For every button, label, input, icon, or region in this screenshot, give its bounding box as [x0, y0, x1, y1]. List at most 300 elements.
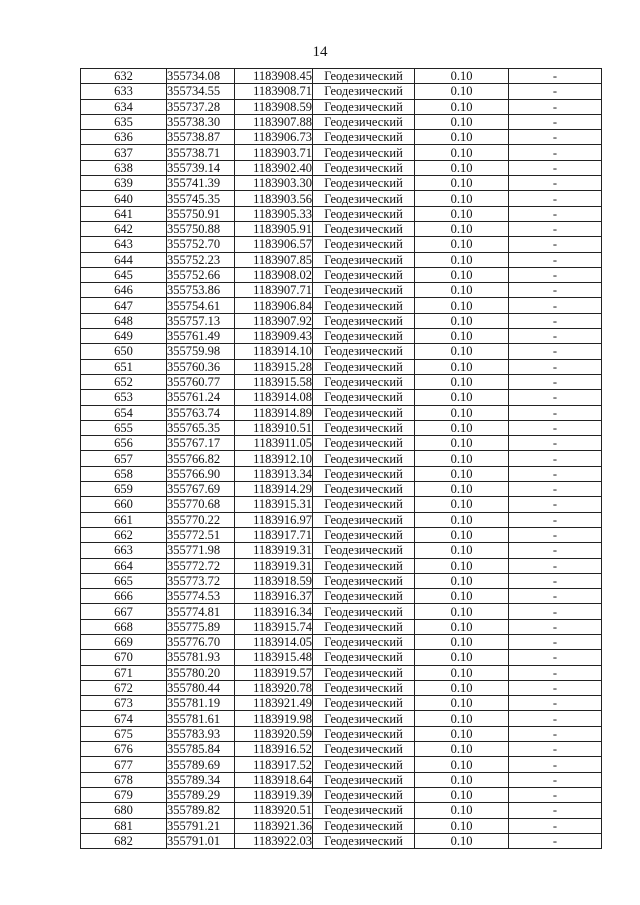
table-row — [81, 176, 602, 191]
method-cell: Геодезический — [313, 680, 415, 695]
x-coordinate-cell: 355767.69 — [167, 482, 235, 497]
table-row — [81, 451, 602, 466]
x-coordinate-cell: 355738.87 — [167, 130, 235, 145]
point-number-cell: 653 — [81, 390, 167, 405]
note-cell: - — [509, 130, 602, 145]
y-coordinate-cell: 1183906.57 — [235, 237, 313, 252]
method-cell: Геодезический — [313, 772, 415, 787]
method-cell: Геодезический — [313, 558, 415, 573]
note-cell: - — [509, 359, 602, 374]
method-cell: Геодезический — [313, 374, 415, 389]
accuracy-cell: 0.10 — [415, 634, 509, 649]
y-coordinate-cell: 1183914.89 — [235, 405, 313, 420]
table-row — [81, 650, 602, 665]
x-coordinate-cell: 355754.61 — [167, 298, 235, 313]
accuracy-cell: 0.10 — [415, 313, 509, 328]
note-cell: - — [509, 283, 602, 298]
y-coordinate-cell: 1183922.03 — [235, 833, 313, 848]
note-cell: - — [509, 604, 602, 619]
table-row — [81, 359, 602, 374]
accuracy-cell: 0.10 — [415, 726, 509, 741]
point-number-cell: 672 — [81, 680, 167, 695]
y-coordinate-cell: 1183908.45 — [235, 69, 313, 84]
accuracy-cell: 0.10 — [415, 344, 509, 359]
note-cell: - — [509, 145, 602, 160]
y-coordinate-cell: 1183911.05 — [235, 436, 313, 451]
note-cell: - — [509, 191, 602, 206]
method-cell: Геодезический — [313, 390, 415, 405]
x-coordinate-cell: 355761.49 — [167, 329, 235, 344]
y-coordinate-cell: 1183905.33 — [235, 206, 313, 221]
x-coordinate-cell: 355780.44 — [167, 680, 235, 695]
point-number-cell: 657 — [81, 451, 167, 466]
y-coordinate-cell: 1183915.31 — [235, 497, 313, 512]
table-row — [81, 512, 602, 527]
method-cell: Геодезический — [313, 711, 415, 726]
x-coordinate-cell: 355780.20 — [167, 665, 235, 680]
method-cell: Геодезический — [313, 650, 415, 665]
note-cell: - — [509, 313, 602, 328]
table-row — [81, 405, 602, 420]
x-coordinate-cell: 355774.81 — [167, 604, 235, 619]
x-coordinate-cell: 355785.84 — [167, 742, 235, 757]
table-row — [81, 772, 602, 787]
method-cell: Геодезический — [313, 787, 415, 802]
accuracy-cell: 0.10 — [415, 619, 509, 634]
table-row — [81, 558, 602, 573]
accuracy-cell: 0.10 — [415, 69, 509, 84]
point-number-cell: 666 — [81, 589, 167, 604]
y-coordinate-cell: 1183908.71 — [235, 84, 313, 99]
y-coordinate-cell: 1183921.49 — [235, 696, 313, 711]
table-row — [81, 818, 602, 833]
point-number-cell: 665 — [81, 573, 167, 588]
table-row — [81, 84, 602, 99]
table-row — [81, 665, 602, 680]
y-coordinate-cell: 1183906.84 — [235, 298, 313, 313]
x-coordinate-cell: 355770.68 — [167, 497, 235, 512]
table-row — [81, 99, 602, 114]
method-cell: Геодезический — [313, 267, 415, 282]
table-row — [81, 283, 602, 298]
note-cell: - — [509, 329, 602, 344]
accuracy-cell: 0.10 — [415, 359, 509, 374]
accuracy-cell: 0.10 — [415, 604, 509, 619]
table-row — [81, 145, 602, 160]
x-coordinate-cell: 355734.08 — [167, 69, 235, 84]
method-cell: Геодезический — [313, 313, 415, 328]
accuracy-cell: 0.10 — [415, 665, 509, 680]
note-cell: - — [509, 818, 602, 833]
x-coordinate-cell: 355753.86 — [167, 283, 235, 298]
accuracy-cell: 0.10 — [415, 589, 509, 604]
note-cell: - — [509, 482, 602, 497]
method-cell: Геодезический — [313, 283, 415, 298]
method-cell: Геодезический — [313, 512, 415, 527]
table-row — [81, 130, 602, 145]
point-number-cell: 673 — [81, 696, 167, 711]
table-row — [81, 757, 602, 772]
x-coordinate-cell: 355757.13 — [167, 313, 235, 328]
note-cell: - — [509, 451, 602, 466]
table-row — [81, 573, 602, 588]
method-cell: Геодезический — [313, 160, 415, 175]
method-cell: Геодезический — [313, 114, 415, 129]
x-coordinate-cell: 355772.72 — [167, 558, 235, 573]
y-coordinate-cell: 1183914.08 — [235, 390, 313, 405]
point-number-cell: 656 — [81, 436, 167, 451]
y-coordinate-cell: 1183920.51 — [235, 803, 313, 818]
x-coordinate-cell: 355752.23 — [167, 252, 235, 267]
note-cell: - — [509, 757, 602, 772]
point-number-cell: 674 — [81, 711, 167, 726]
accuracy-cell: 0.10 — [415, 191, 509, 206]
note-cell: - — [509, 176, 602, 191]
y-coordinate-cell: 1183915.48 — [235, 650, 313, 665]
method-cell: Геодезический — [313, 634, 415, 649]
y-coordinate-cell: 1183919.98 — [235, 711, 313, 726]
note-cell: - — [509, 696, 602, 711]
note-cell: - — [509, 619, 602, 634]
method-cell: Геодезический — [313, 589, 415, 604]
x-coordinate-cell: 355737.28 — [167, 99, 235, 114]
y-coordinate-cell: 1183920.59 — [235, 726, 313, 741]
note-cell: - — [509, 726, 602, 741]
x-coordinate-cell: 355776.70 — [167, 634, 235, 649]
page-number: 14 — [312, 44, 328, 60]
table-row — [81, 527, 602, 542]
accuracy-cell: 0.10 — [415, 114, 509, 129]
x-coordinate-cell: 355734.55 — [167, 84, 235, 99]
x-coordinate-cell: 355766.90 — [167, 466, 235, 481]
note-cell: - — [509, 252, 602, 267]
table-row — [81, 589, 602, 604]
y-coordinate-cell: 1183903.56 — [235, 191, 313, 206]
table-row — [81, 619, 602, 634]
y-coordinate-cell: 1183917.71 — [235, 527, 313, 542]
note-cell: - — [509, 512, 602, 527]
point-number-cell: 634 — [81, 99, 167, 114]
note-cell: - — [509, 650, 602, 665]
point-number-cell: 662 — [81, 527, 167, 542]
y-coordinate-cell: 1183914.05 — [235, 634, 313, 649]
point-number-cell: 636 — [81, 130, 167, 145]
y-coordinate-cell: 1183914.10 — [235, 344, 313, 359]
method-cell: Геодезический — [313, 833, 415, 848]
method-cell: Геодезический — [313, 420, 415, 435]
y-coordinate-cell: 1183916.52 — [235, 742, 313, 757]
table-row — [81, 390, 602, 405]
point-number-cell: 669 — [81, 634, 167, 649]
note-cell: - — [509, 160, 602, 175]
method-cell: Геодезический — [313, 191, 415, 206]
table-row — [81, 313, 602, 328]
table-row — [81, 420, 602, 435]
accuracy-cell: 0.10 — [415, 742, 509, 757]
method-cell: Геодезический — [313, 237, 415, 252]
method-cell: Геодезический — [313, 206, 415, 221]
accuracy-cell: 0.10 — [415, 160, 509, 175]
method-cell: Геодезический — [313, 665, 415, 680]
note-cell: - — [509, 634, 602, 649]
y-coordinate-cell: 1183902.40 — [235, 160, 313, 175]
y-coordinate-cell: 1183921.36 — [235, 818, 313, 833]
note-cell: - — [509, 206, 602, 221]
method-cell: Геодезический — [313, 466, 415, 481]
table-row — [81, 298, 602, 313]
table-row — [81, 237, 602, 252]
note-cell: - — [509, 543, 602, 558]
table-row — [81, 206, 602, 221]
method-cell: Геодезический — [313, 818, 415, 833]
note-cell: - — [509, 267, 602, 282]
point-number-cell: 655 — [81, 420, 167, 435]
table-row — [81, 742, 602, 757]
note-cell: - — [509, 99, 602, 114]
table-row — [81, 711, 602, 726]
table-row — [81, 344, 602, 359]
point-number-cell: 642 — [81, 221, 167, 236]
note-cell: - — [509, 390, 602, 405]
accuracy-cell: 0.10 — [415, 787, 509, 802]
point-number-cell: 650 — [81, 344, 167, 359]
x-coordinate-cell: 355791.01 — [167, 833, 235, 848]
point-number-cell: 663 — [81, 543, 167, 558]
x-coordinate-cell: 355765.35 — [167, 420, 235, 435]
accuracy-cell: 0.10 — [415, 176, 509, 191]
method-cell: Геодезический — [313, 145, 415, 160]
y-coordinate-cell: 1183920.78 — [235, 680, 313, 695]
accuracy-cell: 0.10 — [415, 374, 509, 389]
note-cell: - — [509, 833, 602, 848]
point-number-cell: 679 — [81, 787, 167, 802]
point-number-cell: 670 — [81, 650, 167, 665]
method-cell: Геодезический — [313, 405, 415, 420]
point-number-cell: 682 — [81, 833, 167, 848]
accuracy-cell: 0.10 — [415, 420, 509, 435]
y-coordinate-cell: 1183906.73 — [235, 130, 313, 145]
x-coordinate-cell: 355789.29 — [167, 787, 235, 802]
method-cell: Геодезический — [313, 221, 415, 236]
point-number-cell: 647 — [81, 298, 167, 313]
note-cell: - — [509, 466, 602, 481]
accuracy-cell: 0.10 — [415, 84, 509, 99]
x-coordinate-cell: 355763.74 — [167, 405, 235, 420]
y-coordinate-cell: 1183907.92 — [235, 313, 313, 328]
point-number-cell: 652 — [81, 374, 167, 389]
accuracy-cell: 0.10 — [415, 466, 509, 481]
point-number-cell: 678 — [81, 772, 167, 787]
y-coordinate-cell: 1183912.10 — [235, 451, 313, 466]
y-coordinate-cell: 1183919.39 — [235, 787, 313, 802]
x-coordinate-cell: 355766.82 — [167, 451, 235, 466]
accuracy-cell: 0.10 — [415, 803, 509, 818]
y-coordinate-cell: 1183907.85 — [235, 252, 313, 267]
coordinates-table — [80, 68, 602, 849]
y-coordinate-cell: 1183915.74 — [235, 619, 313, 634]
table-row — [81, 252, 602, 267]
table-row — [81, 680, 602, 695]
x-coordinate-cell: 355760.36 — [167, 359, 235, 374]
x-coordinate-cell: 355791.21 — [167, 818, 235, 833]
method-cell: Геодезический — [313, 604, 415, 619]
point-number-cell: 633 — [81, 84, 167, 99]
method-cell: Геодезический — [313, 527, 415, 542]
accuracy-cell: 0.10 — [415, 267, 509, 282]
y-coordinate-cell: 1183907.71 — [235, 283, 313, 298]
note-cell: - — [509, 742, 602, 757]
x-coordinate-cell: 355741.39 — [167, 176, 235, 191]
note-cell: - — [509, 665, 602, 680]
point-number-cell: 646 — [81, 283, 167, 298]
point-number-cell: 645 — [81, 267, 167, 282]
table-row — [81, 436, 602, 451]
y-coordinate-cell: 1183916.37 — [235, 589, 313, 604]
table-row — [81, 497, 602, 512]
note-cell: - — [509, 114, 602, 129]
table-row — [81, 466, 602, 481]
method-cell: Геодезический — [313, 99, 415, 114]
x-coordinate-cell: 355773.72 — [167, 573, 235, 588]
x-coordinate-cell: 355770.22 — [167, 512, 235, 527]
accuracy-cell: 0.10 — [415, 680, 509, 695]
note-cell: - — [509, 436, 602, 451]
accuracy-cell: 0.10 — [415, 436, 509, 451]
accuracy-cell: 0.10 — [415, 772, 509, 787]
method-cell: Геодезический — [313, 84, 415, 99]
note-cell: - — [509, 237, 602, 252]
x-coordinate-cell: 355767.17 — [167, 436, 235, 451]
note-cell: - — [509, 680, 602, 695]
table-row — [81, 191, 602, 206]
y-coordinate-cell: 1183919.57 — [235, 665, 313, 680]
method-cell: Геодезический — [313, 803, 415, 818]
accuracy-cell: 0.10 — [415, 482, 509, 497]
table-row — [81, 374, 602, 389]
method-cell: Геодезический — [313, 619, 415, 634]
method-cell: Геодезический — [313, 726, 415, 741]
point-number-cell: 658 — [81, 466, 167, 481]
table-row — [81, 482, 602, 497]
x-coordinate-cell: 355752.66 — [167, 267, 235, 282]
accuracy-cell: 0.10 — [415, 329, 509, 344]
point-number-cell: 676 — [81, 742, 167, 757]
y-coordinate-cell: 1183913.34 — [235, 466, 313, 481]
y-coordinate-cell: 1183918.59 — [235, 573, 313, 588]
y-coordinate-cell: 1183908.59 — [235, 99, 313, 114]
accuracy-cell: 0.10 — [415, 405, 509, 420]
accuracy-cell: 0.10 — [415, 99, 509, 114]
y-coordinate-cell: 1183915.28 — [235, 359, 313, 374]
x-coordinate-cell: 355789.34 — [167, 772, 235, 787]
point-number-cell: 668 — [81, 619, 167, 634]
point-number-cell: 632 — [81, 69, 167, 84]
table-row — [81, 787, 602, 802]
y-coordinate-cell: 1183905.91 — [235, 221, 313, 236]
accuracy-cell: 0.10 — [415, 512, 509, 527]
point-number-cell: 681 — [81, 818, 167, 833]
x-coordinate-cell: 355781.61 — [167, 711, 235, 726]
accuracy-cell: 0.10 — [415, 221, 509, 236]
method-cell: Геодезический — [313, 696, 415, 711]
table-row — [81, 803, 602, 818]
note-cell: - — [509, 787, 602, 802]
accuracy-cell: 0.10 — [415, 145, 509, 160]
table-row — [81, 221, 602, 236]
point-number-cell: 639 — [81, 176, 167, 191]
point-number-cell: 667 — [81, 604, 167, 619]
table-row — [81, 543, 602, 558]
point-number-cell: 649 — [81, 329, 167, 344]
x-coordinate-cell: 355783.93 — [167, 726, 235, 741]
point-number-cell: 660 — [81, 497, 167, 512]
point-number-cell: 661 — [81, 512, 167, 527]
point-number-cell: 677 — [81, 757, 167, 772]
method-cell: Геодезический — [313, 344, 415, 359]
note-cell: - — [509, 772, 602, 787]
method-cell: Геодезический — [313, 757, 415, 772]
note-cell: - — [509, 420, 602, 435]
method-cell: Геодезический — [313, 359, 415, 374]
table-row — [81, 69, 602, 84]
y-coordinate-cell: 1183916.34 — [235, 604, 313, 619]
y-coordinate-cell: 1183903.30 — [235, 176, 313, 191]
y-coordinate-cell: 1183910.51 — [235, 420, 313, 435]
point-number-cell: 664 — [81, 558, 167, 573]
y-coordinate-cell: 1183909.43 — [235, 329, 313, 344]
point-number-cell: 651 — [81, 359, 167, 374]
method-cell: Геодезический — [313, 298, 415, 313]
method-cell: Геодезический — [313, 252, 415, 267]
x-coordinate-cell: 355738.71 — [167, 145, 235, 160]
accuracy-cell: 0.10 — [415, 558, 509, 573]
x-coordinate-cell: 355761.24 — [167, 390, 235, 405]
point-number-cell: 635 — [81, 114, 167, 129]
accuracy-cell: 0.10 — [415, 298, 509, 313]
table-row — [81, 114, 602, 129]
method-cell: Геодезический — [313, 329, 415, 344]
note-cell: - — [509, 344, 602, 359]
y-coordinate-cell: 1183916.97 — [235, 512, 313, 527]
note-cell: - — [509, 558, 602, 573]
table-row — [81, 267, 602, 282]
y-coordinate-cell: 1183918.64 — [235, 772, 313, 787]
method-cell: Геодезический — [313, 69, 415, 84]
note-cell: - — [509, 298, 602, 313]
y-coordinate-cell: 1183908.02 — [235, 267, 313, 282]
y-coordinate-cell: 1183919.31 — [235, 558, 313, 573]
y-coordinate-cell: 1183907.88 — [235, 114, 313, 129]
point-number-cell: 643 — [81, 237, 167, 252]
x-coordinate-cell: 355745.35 — [167, 191, 235, 206]
accuracy-cell: 0.10 — [415, 696, 509, 711]
method-cell: Геодезический — [313, 451, 415, 466]
table-row — [81, 833, 602, 848]
point-number-cell: 640 — [81, 191, 167, 206]
accuracy-cell: 0.10 — [415, 237, 509, 252]
accuracy-cell: 0.10 — [415, 711, 509, 726]
x-coordinate-cell: 355738.30 — [167, 114, 235, 129]
table-row — [81, 160, 602, 175]
x-coordinate-cell: 355750.88 — [167, 221, 235, 236]
note-cell: - — [509, 527, 602, 542]
note-cell: - — [509, 221, 602, 236]
note-cell: - — [509, 84, 602, 99]
accuracy-cell: 0.10 — [415, 206, 509, 221]
method-cell: Геодезический — [313, 176, 415, 191]
x-coordinate-cell: 355760.77 — [167, 374, 235, 389]
table-row — [81, 696, 602, 711]
